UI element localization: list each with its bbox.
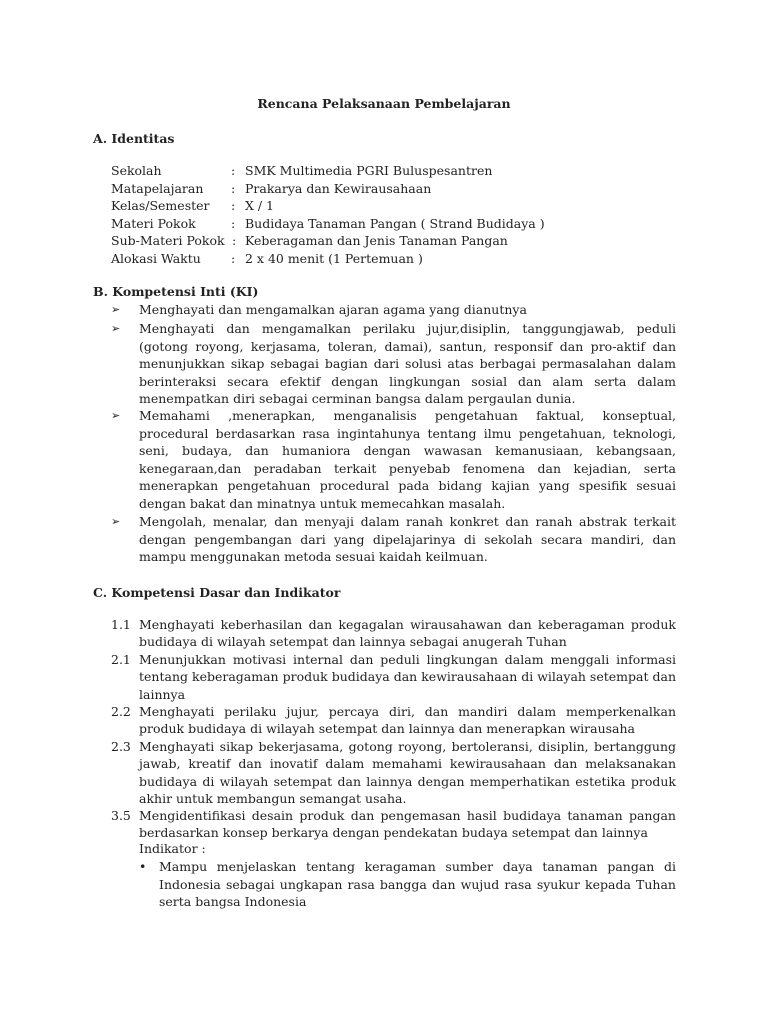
document-title: Rencana Pelaksanaan Pembelajaran — [257, 96, 511, 111]
identity-label: Kelas/Semester — [111, 198, 210, 213]
identity-value: Prakarya dan Kewirausahaan — [245, 180, 432, 196]
kd-text: Menghayati sikap bekerjasama, gotong royong, bertoleransi, disiplin, bertanggung jawab, kreatif dan inovatif dalam memahami kewirausahaan dan melaksanakan budidaya di wilayah setempat dan lainnya dengan memperhatikan estetika produk akhir untuk membangun semangat usaha. — [139, 739, 676, 806]
identity-value: Budidaya Tanaman Pangan ( Strand Budidaya ) — [245, 215, 545, 231]
identity-colon: : — [231, 215, 236, 231]
kd-number: 2.1 — [111, 652, 131, 667]
ki-list-item — [111, 407, 676, 513]
identity-colon: : — [231, 198, 236, 213]
identity-label: Sekolah — [111, 163, 162, 178]
indikator-list-item — [139, 858, 676, 911]
kd-text: Mengidentifikasi desain produk dan pengemasan hasil budidaya tanaman pangan berdasarkan konsep berkarya dengan pendekatan budaya setempat dan lainnya — [139, 808, 676, 841]
kd-text: Menghayati keberhasilan dan kegagalan wirausahawan dan keberagaman produk budidaya di wilayah setempat dan lainnya sebagai anugerah Tuhan — [139, 617, 676, 650]
section-b-heading: B. Kompetensi Inti (KI) — [93, 284, 259, 299]
arrow-bullet-icon: ➢ — [111, 515, 121, 528]
kd-list-item — [111, 738, 676, 807]
identity-value: SMK Multimedia PGRI Buluspesantren — [245, 163, 493, 178]
indikator-text: Mampu menjelaskan tentang keragaman sumber daya tanaman pangan di Indonesia sebagai ungkapan rasa bangga dan wujud rasa syukur kepada Tuhan serta bangsa Indonesia — [159, 859, 676, 910]
identity-label: Materi Pokok — [111, 215, 196, 231]
bullet-dot-icon: • — [139, 859, 147, 874]
indikator-label: Indikator : — [139, 841, 206, 856]
kd-text: Menghayati perilaku jujur, percaya diri, dan mandiri dalam memperkenalkan produk budidaya di wilayah setempat dan lainnya dan menerapkan wirausaha — [139, 704, 676, 737]
identity-colon: : — [231, 180, 236, 196]
ki-list-item — [111, 301, 676, 319]
section-a-heading: A. Identitas — [93, 131, 175, 146]
identity-colon: : — [232, 233, 237, 248]
ki-text: Menghayati dan mengamalkan perilaku jujur,disiplin, tanggungjawab, peduli (gotong royong, kerjasama, toleran, damai), santun, responsif dan pro-aktif dan menunjukkan sikap sebagai bagian dari solusi atas berbagai permasalahan dalam berinteraksi secara efektif dengan lingkungan sosial dan alam serta dalam menempatkan diri sebagai cerminan bangsa dalam pergaulan dunia. — [139, 321, 676, 407]
ki-text: Memahami ,menerapkan, menganalisis pengetahuan faktual, konseptual, procedural berdasarkan rasa ingintahunya tentang ilmu pengetahuan, teknologi, seni, budaya, dan humaniora dengan wawasan kemanusiaan, kebangsaan, kenegaraan,dan peradaban terkait penyebab fenomena dan kejadian, serta menerapkan pengetahuan procedural pada bidang kajian yang spesifik sesuai dengan bakat dan minatnya untuk memecahkan masalah. — [139, 408, 676, 511]
identity-value: X / 1 — [245, 198, 275, 213]
identity-colon: : — [231, 250, 236, 266]
identity-value: 2 x 40 menit (1 Pertemuan ) — [245, 250, 423, 266]
arrow-bullet-icon: ➢ — [111, 303, 121, 316]
ki-text: Menghayati dan mengamalkan ajaran agama yang dianutnya — [139, 302, 527, 317]
kd-list-item — [111, 703, 676, 738]
kd-list-item — [111, 807, 676, 842]
ki-list-item — [111, 320, 676, 408]
identity-label: Alokasi Waktu — [111, 250, 201, 266]
identity-label: Sub-Materi Pokok — [111, 233, 225, 248]
section-c-heading: C. Kompetensi Dasar dan Indikator — [93, 585, 341, 600]
kd-list-item — [111, 651, 676, 703]
kd-number: 1.1 — [111, 617, 131, 632]
kd-list-item — [111, 616, 676, 651]
identity-label: Matapelajaran — [111, 180, 204, 196]
ki-list-item — [111, 513, 676, 566]
arrow-bullet-icon: ➢ — [111, 409, 121, 422]
identity-colon: : — [231, 163, 236, 178]
kd-text: Menunjukkan motivasi internal dan peduli lingkungan dalam menggali informasi tentang keberagaman produk budidaya dan kewirausahaan di wilayah setempat dan lainnya — [139, 652, 676, 702]
arrow-bullet-icon: ➢ — [111, 322, 121, 335]
kd-number: 2.3 — [111, 739, 131, 754]
identity-value: Keberagaman dan Jenis Tanaman Pangan — [245, 233, 508, 248]
kd-number: 3.5 — [111, 808, 131, 823]
kd-number: 2.2 — [111, 704, 131, 719]
ki-text: Mengolah, menalar, dan menyaji dalam ranah konkret dan ranah abstrak terkait dengan pengembangan dari yang dipelajarinya di sekolah secara mandiri, dan mampu menggunakan metoda sesuai kaidah keilmuan. — [139, 514, 676, 565]
